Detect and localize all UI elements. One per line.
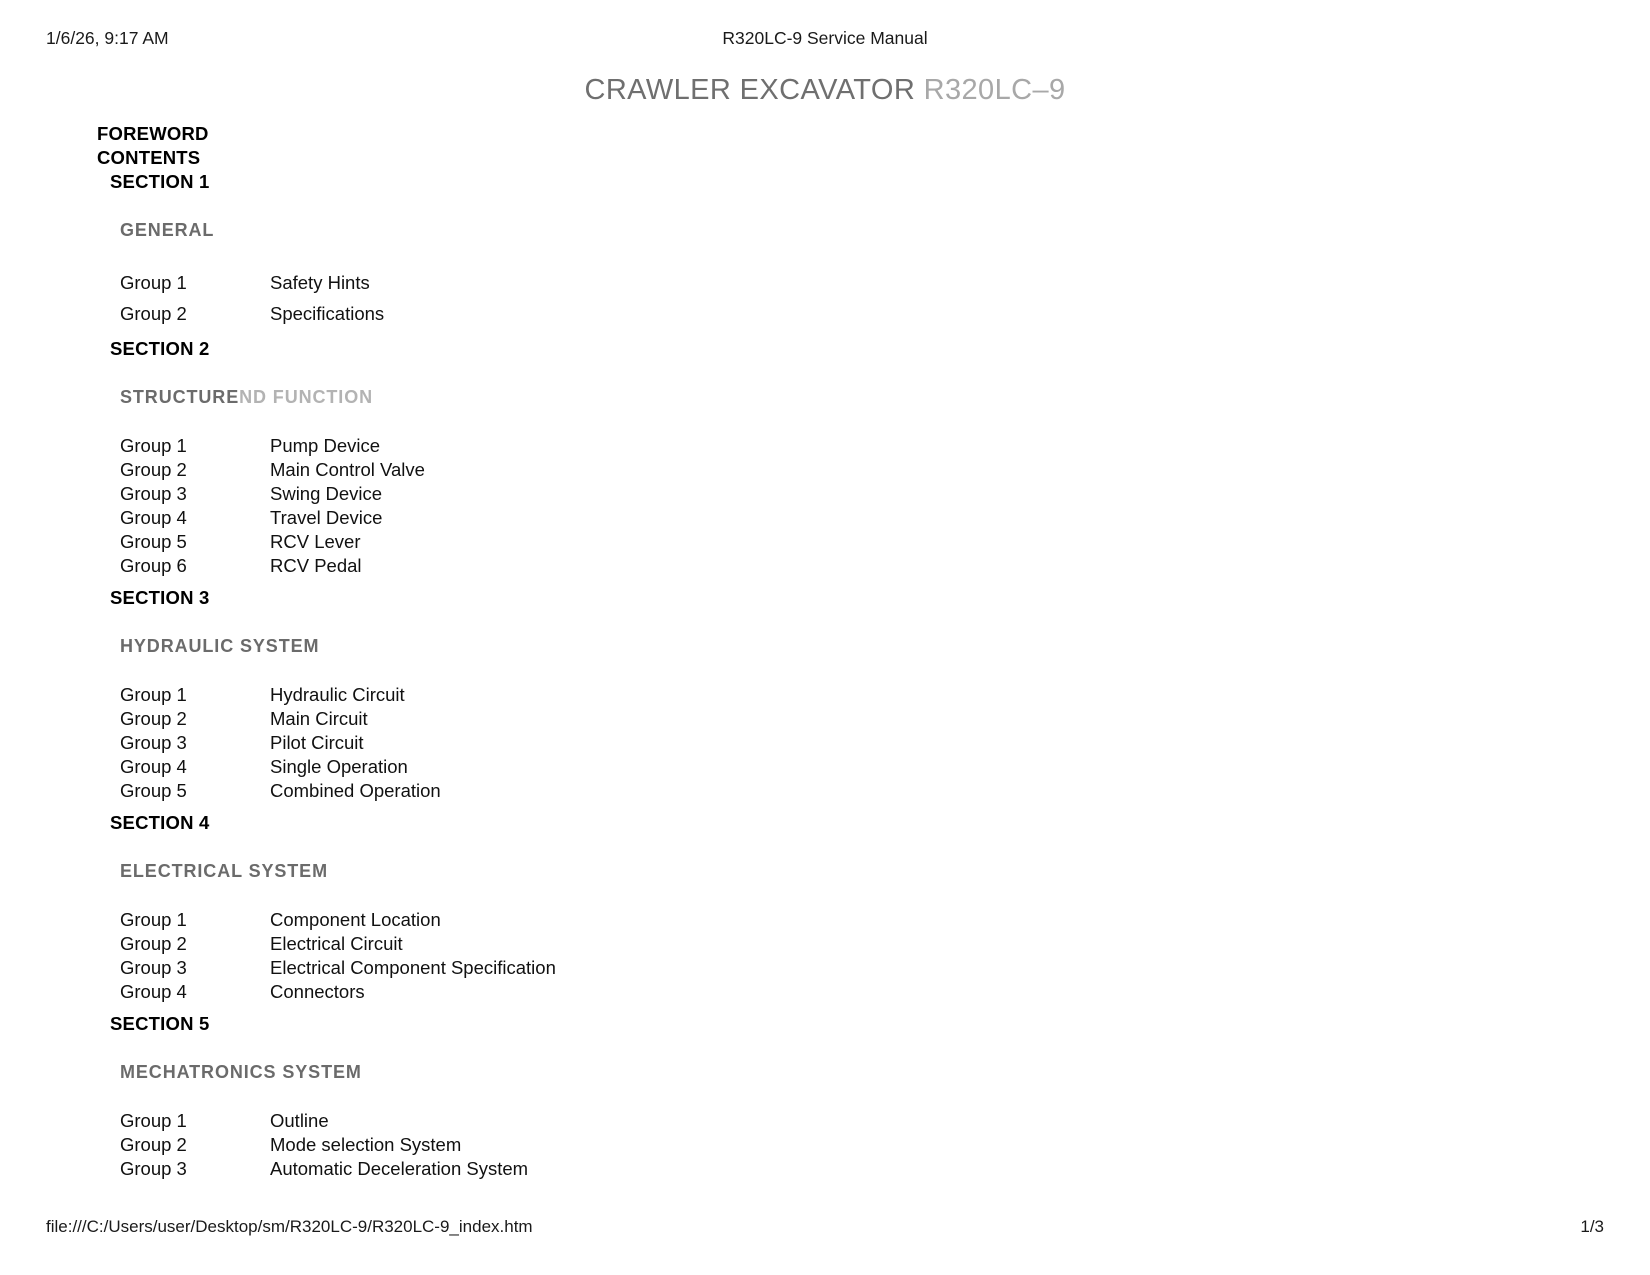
spacer <box>0 835 1650 861</box>
spacer <box>0 882 1650 908</box>
toc-section-heading-strong: STRUCTURE <box>120 387 240 407</box>
toc-group-number: Group 3 <box>120 483 187 504</box>
toc-group-row[interactable] <box>0 506 1650 530</box>
toc-section-label[interactable]: SECTION 3 <box>110 587 210 608</box>
toc-group-name: Swing Device <box>270 483 383 504</box>
toc-group-row[interactable] <box>0 1133 1650 1157</box>
toc-group-number: Group 4 <box>120 981 187 1002</box>
spacer <box>0 361 1650 387</box>
toc-group-row[interactable] <box>0 298 1650 329</box>
toc-group-name: Mode selection System <box>270 1134 462 1155</box>
toc-group-number: Group 3 <box>120 1158 187 1179</box>
toc-group-name: Connectors <box>270 981 365 1002</box>
toc-group-name: Hydraulic Circuit <box>270 684 405 705</box>
toc-group-row[interactable] <box>0 731 1650 755</box>
toc-section-label[interactable]: SECTION 1 <box>110 171 210 192</box>
toc-group-name: Automatic Deceleration System <box>270 1158 529 1179</box>
toc-section-heading-strong: GENERAL <box>120 220 215 240</box>
toc-group-row[interactable] <box>0 980 1650 1004</box>
toc-group-row[interactable] <box>0 458 1650 482</box>
toc-group-row[interactable] <box>0 956 1650 980</box>
toc-group-row[interactable] <box>0 482 1650 506</box>
document-footer <box>0 1217 1650 1239</box>
toc-group-row[interactable] <box>0 932 1650 956</box>
toc-group-name: Electrical Circuit <box>270 933 403 954</box>
toc-group-name: Travel Device <box>270 507 383 528</box>
page-title <box>0 74 1650 107</box>
spacer <box>0 610 1650 636</box>
toc-group-row[interactable] <box>0 755 1650 779</box>
toc-group-row[interactable] <box>0 908 1650 932</box>
toc-group-name: Electrical Component Specification <box>270 957 556 978</box>
toc-group-row[interactable] <box>0 1157 1650 1181</box>
spacer <box>0 241 1650 267</box>
spacer <box>0 1083 1650 1109</box>
spacer <box>0 1036 1650 1062</box>
toc-group-list <box>0 267 1650 329</box>
toc-group-number: Group 1 <box>120 909 187 930</box>
toc-group-list <box>0 434 1650 578</box>
spacer <box>0 194 1650 220</box>
toc-group-number: Group 6 <box>120 555 187 576</box>
toc-group-number: Group 1 <box>120 272 187 293</box>
toc-group-number: Group 1 <box>120 684 187 705</box>
toc-section-label[interactable]: SECTION 2 <box>110 338 210 359</box>
page-title-model: R320LC–9 <box>923 74 1066 106</box>
toc-group-row[interactable] <box>0 779 1650 803</box>
toc-group-number: Group 2 <box>120 459 187 480</box>
toc-sections <box>0 170 1650 1181</box>
toc-group-number: Group 5 <box>120 531 187 552</box>
toc-group-number: Group 2 <box>120 1134 187 1155</box>
toc-group-number: Group 3 <box>120 957 187 978</box>
toc-group-number: Group 2 <box>120 708 187 729</box>
toc-contents-label[interactable]: CONTENTS <box>97 147 201 168</box>
toc-group-list <box>0 1109 1650 1181</box>
toc-section-label[interactable]: SECTION 5 <box>110 1013 210 1034</box>
toc-group-number: Group 1 <box>120 1110 187 1131</box>
toc-group-number: Group 1 <box>120 435 187 456</box>
table-of-contents <box>0 122 1650 1181</box>
toc-foreword-label[interactable]: FOREWORD <box>97 123 209 144</box>
toc-group-name: Specifications <box>270 303 385 324</box>
toc-section <box>0 1012 1650 1181</box>
toc-section <box>0 170 1650 329</box>
toc-section-heading-faint: ND FUNCTION <box>239 387 373 407</box>
toc-group-name: Safety Hints <box>270 272 370 293</box>
toc-section-heading <box>120 636 1650 657</box>
toc-group-list <box>0 683 1650 803</box>
toc-group-name: RCV Pedal <box>270 555 362 576</box>
toc-section-label[interactable]: SECTION 4 <box>110 812 210 833</box>
footer-page-number: 1/3 <box>1580 1217 1604 1236</box>
toc-group-name: Single Operation <box>270 756 408 777</box>
toc-group-row[interactable] <box>0 530 1650 554</box>
toc-group-name: Outline <box>270 1110 329 1131</box>
toc-group-row[interactable] <box>0 434 1650 458</box>
spacer <box>0 408 1650 434</box>
toc-section-heading <box>120 1062 1650 1083</box>
toc-group-row[interactable] <box>0 554 1650 578</box>
toc-group-list <box>0 908 1650 1004</box>
toc-group-name: RCV Lever <box>270 531 361 552</box>
toc-group-name: Combined Operation <box>270 780 441 801</box>
footer-file-path: file:///C:/Users/user/Desktop/sm/R320LC-9/R320LC-9_index.htm <box>46 1217 533 1236</box>
toc-group-name: Component Location <box>270 909 441 930</box>
toc-group-number: Group 3 <box>120 732 187 753</box>
toc-section-heading-strong: ELECTRICAL SYSTEM <box>120 861 328 881</box>
toc-group-name: Main Circuit <box>270 708 368 729</box>
toc-group-row[interactable] <box>0 707 1650 731</box>
toc-section-heading <box>120 861 1650 882</box>
toc-section-heading <box>120 220 1650 241</box>
toc-section <box>0 337 1650 578</box>
toc-section-heading-strong: HYDRAULIC SYSTEM <box>120 636 320 656</box>
toc-group-row[interactable] <box>0 267 1650 298</box>
document-header <box>0 28 1650 50</box>
toc-group-number: Group 2 <box>120 933 187 954</box>
header-date: 1/6/26, 9:17 AM <box>46 28 169 48</box>
toc-group-name: Pump Device <box>270 435 381 456</box>
toc-group-number: Group 4 <box>120 507 187 528</box>
toc-group-row[interactable] <box>0 683 1650 707</box>
toc-group-number: Group 4 <box>120 756 187 777</box>
spacer <box>0 657 1650 683</box>
toc-group-row[interactable] <box>0 1109 1650 1133</box>
toc-group-number: Group 5 <box>120 780 187 801</box>
toc-section-heading-strong: MECHATRONICS SYSTEM <box>120 1062 362 1082</box>
header-manual-title: R320LC-9 Service Manual <box>722 28 928 48</box>
toc-section <box>0 586 1650 803</box>
toc-section-heading <box>120 387 1650 408</box>
toc-group-name: Pilot Circuit <box>270 732 364 753</box>
toc-section <box>0 811 1650 1004</box>
toc-group-number: Group 2 <box>120 303 187 324</box>
page-title-main: CRAWLER EXCAVATOR <box>584 74 916 106</box>
toc-group-name: Main Control Valve <box>270 459 425 480</box>
